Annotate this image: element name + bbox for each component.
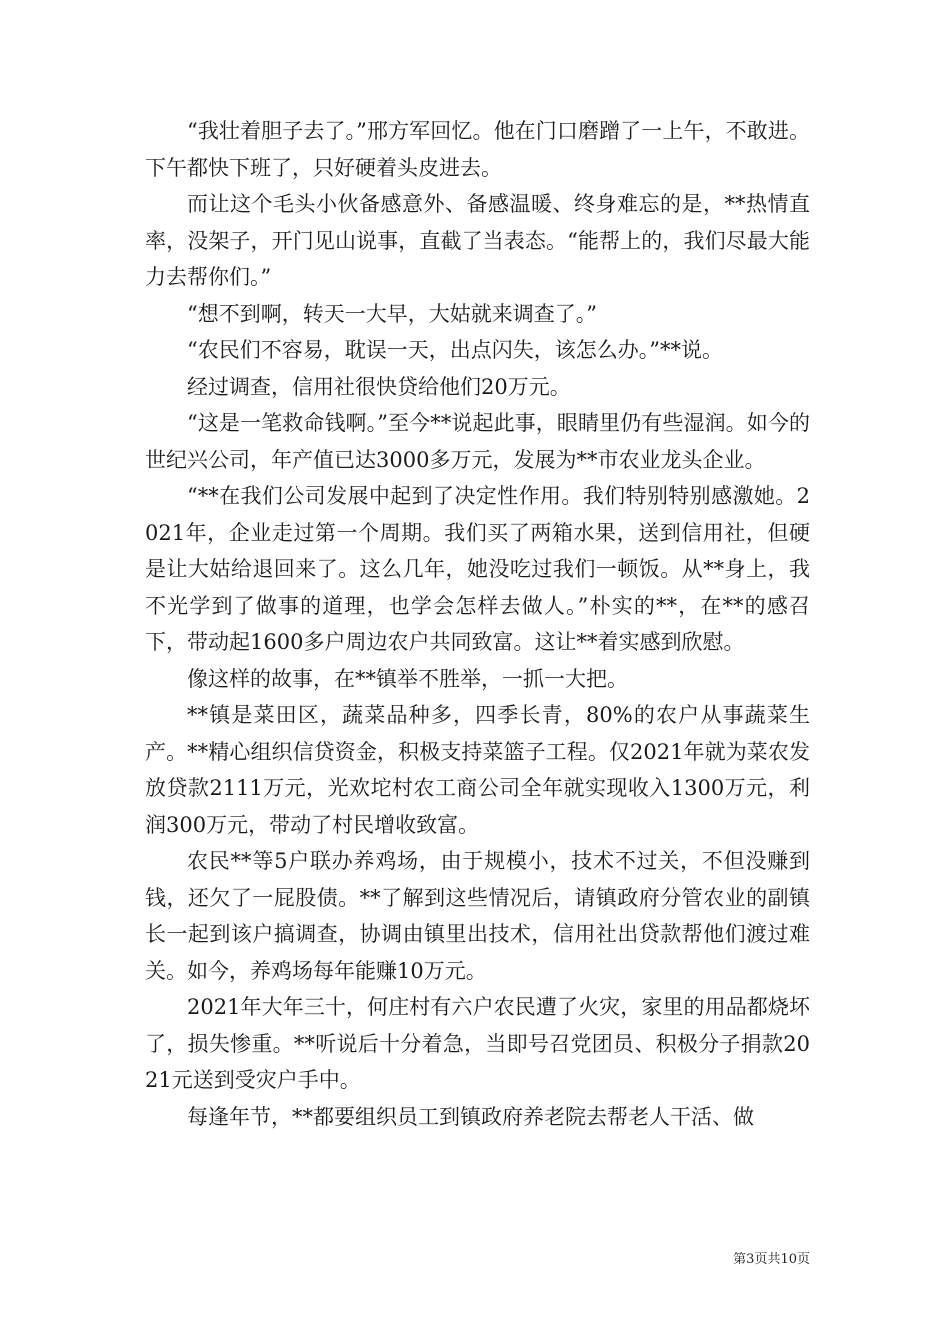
- paragraph: “想不到啊，转天一大早，大姑就来调查了。”: [187, 301, 597, 326]
- paragraph: **镇是菜田区，蔬菜品种多，四季长青，80%的农户从事蔬菜生产。**精心组织信贷资金，积极支持菜篮子工程。仅2021年就为菜农发放贷款2111万元，光欢坨村农工商公司全年就实现收入1300万元，利润300万元，带动了村民增收致富。: [145, 703, 810, 837]
- paragraph: 农民**等5户联办养鸡场，由于规模小，技术不过关，不但没赚到钱，还欠了一屁股债。**了解到这些情况后，请镇政府分管农业的副镇长一起到该户搞调查，协调由镇里出技术，信用社出贷款帮他们渡过难关。如今，养鸡场每年能赚10万元。: [145, 849, 810, 983]
- page-number: 第3页共10页: [733, 1252, 810, 1267]
- paragraph: 而让这个毛头小伙备感意外、备感温暖、终身难忘的是，**热情直率，没架子，开门见山说事，直截了当表态。“能帮上的，我们尽最大能力去帮你们。”: [145, 192, 810, 289]
- paragraph: 2021年大年三十，何庄村有六户农民遭了火灾，家里的用品都烧坏了，损失惨重。**听说后十分着急，当即号召党团员、积极分子捐款2021元送到受灾户手中。: [145, 995, 810, 1092]
- paragraph: “农民们不容易，耽误一天，出点闪失，该怎么办。”**说。: [187, 338, 723, 362]
- paragraph: “**在我们公司发展中起到了决定性作用。我们特别特别感激她。2021年，企业走过第一个周期。我们买了两箱水果，送到信用社，但硬是让大姑给退回来了。这么几年，她没吃过我们一顿饭。从**身上，我不光学到了做事的道理，也学会怎样去做人。”朴实的**，在**的感召下，带动起1600多户周边农户共同致富。这让**着实感到欣慰。: [145, 484, 810, 654]
- paragraph: “我壮着胆子去了。”邢方军回忆。他在门口磨蹭了一上午，不敢进。下午都快下班了，只好硬着头皮进去。: [145, 119, 810, 180]
- document-body: [145, 113, 810, 1135]
- paragraph: 像这样的故事，在**镇举不胜举，一抓一大把。: [187, 666, 628, 691]
- paragraph: 经过调查，信用社很快贷给他们20万元。: [187, 374, 571, 399]
- paragraph: “这是一笔救命钱啊。”至今**说起此事，眼睛里仍有些湿润。如今的世纪兴公司，年产值已达3000多万元，发展为**市农业龙头企业。: [145, 411, 810, 472]
- paragraph: 每逢年节，**都要组织员工到镇政府养老院去帮老人干活、做: [187, 1104, 754, 1129]
